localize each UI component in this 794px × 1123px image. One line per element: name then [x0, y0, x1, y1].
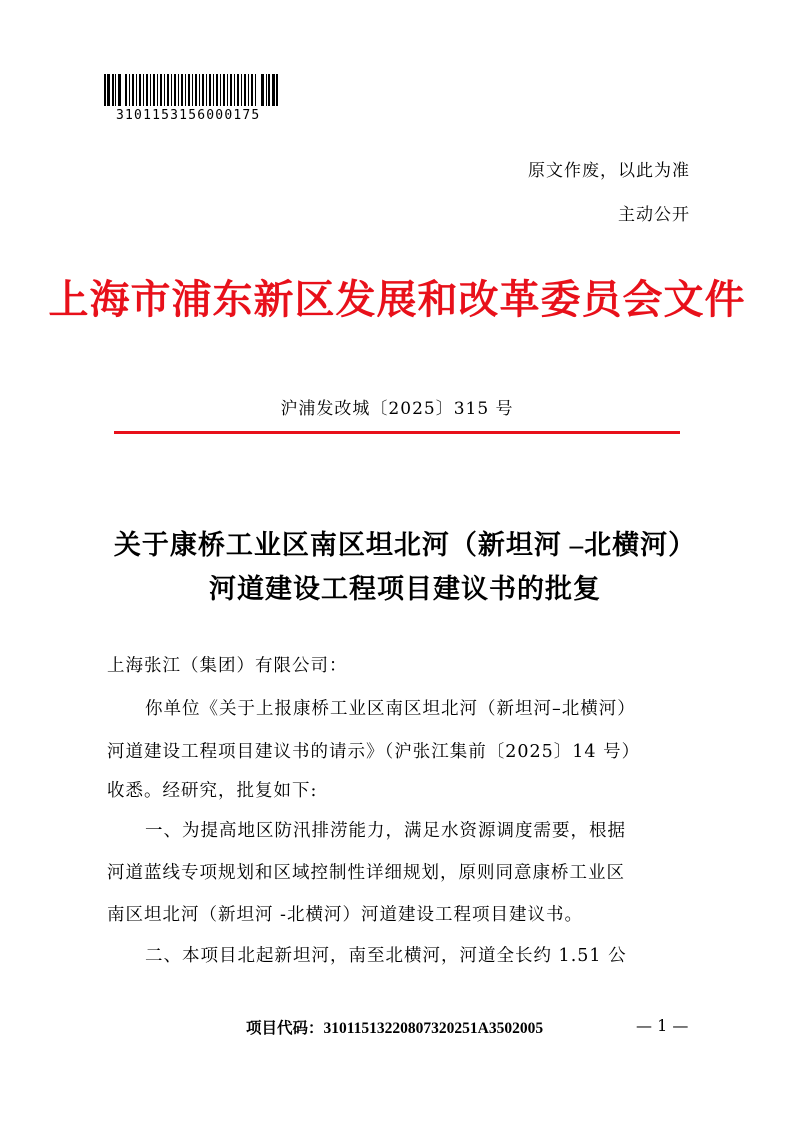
disclosure-label: 主动公开	[618, 205, 690, 225]
project-code: 项目代码：31011513220807320251A3502005	[246, 1020, 544, 1037]
document-number: 沪浦发改城〔2025〕315 号	[280, 399, 514, 419]
paragraph-1-line-1: 你单位《关于上报康桥工业区南区坦北河（新坦河–北横河）	[145, 699, 636, 719]
barcode-left-bars	[104, 74, 121, 106]
barcode-number: 3101153156000175	[116, 108, 261, 123]
barcode	[104, 74, 292, 106]
paragraph-3-line-1: 二、本项目北起新坦河，南至北横河，河道全长约 1.51 公	[145, 946, 627, 966]
document-title-line-1: 关于康桥工业区南区坦北河（新坦河 –北横河）	[113, 530, 697, 560]
paragraph-2-line-3: 南区坦北河（新坦河 -北横河）河道建设工程项目建议书。	[107, 905, 583, 925]
paragraph-2-line-2: 河道蓝线专项规划和区域控制性详细规划，原则同意康桥工业区	[107, 863, 625, 883]
paragraph-1-line-2: 河道建设工程项目建议书的请示》（沪张江集前〔2025〕14 号）	[107, 742, 641, 762]
page-number: — 1 —	[636, 1016, 689, 1035]
void-note: 原文作废，以此为准	[528, 161, 690, 181]
addressee: 上海张江（集团）有限公司：	[107, 656, 348, 676]
barcode-matrix	[125, 74, 257, 106]
paragraph-1-line-3: 收悉。经研究，批复如下:	[107, 781, 318, 801]
issuer-header-title: 上海市浦东新区发展和改革委员会文件	[48, 277, 746, 322]
paragraph-2-line-1: 一、为提高地区防汛排涝能力，满足水资源调度需要，根据	[145, 821, 626, 841]
barcode-right-bars	[261, 74, 278, 106]
red-divider-rule	[114, 431, 680, 434]
document-title-line-2: 河道建设工程项目建议书的批复	[209, 574, 601, 604]
